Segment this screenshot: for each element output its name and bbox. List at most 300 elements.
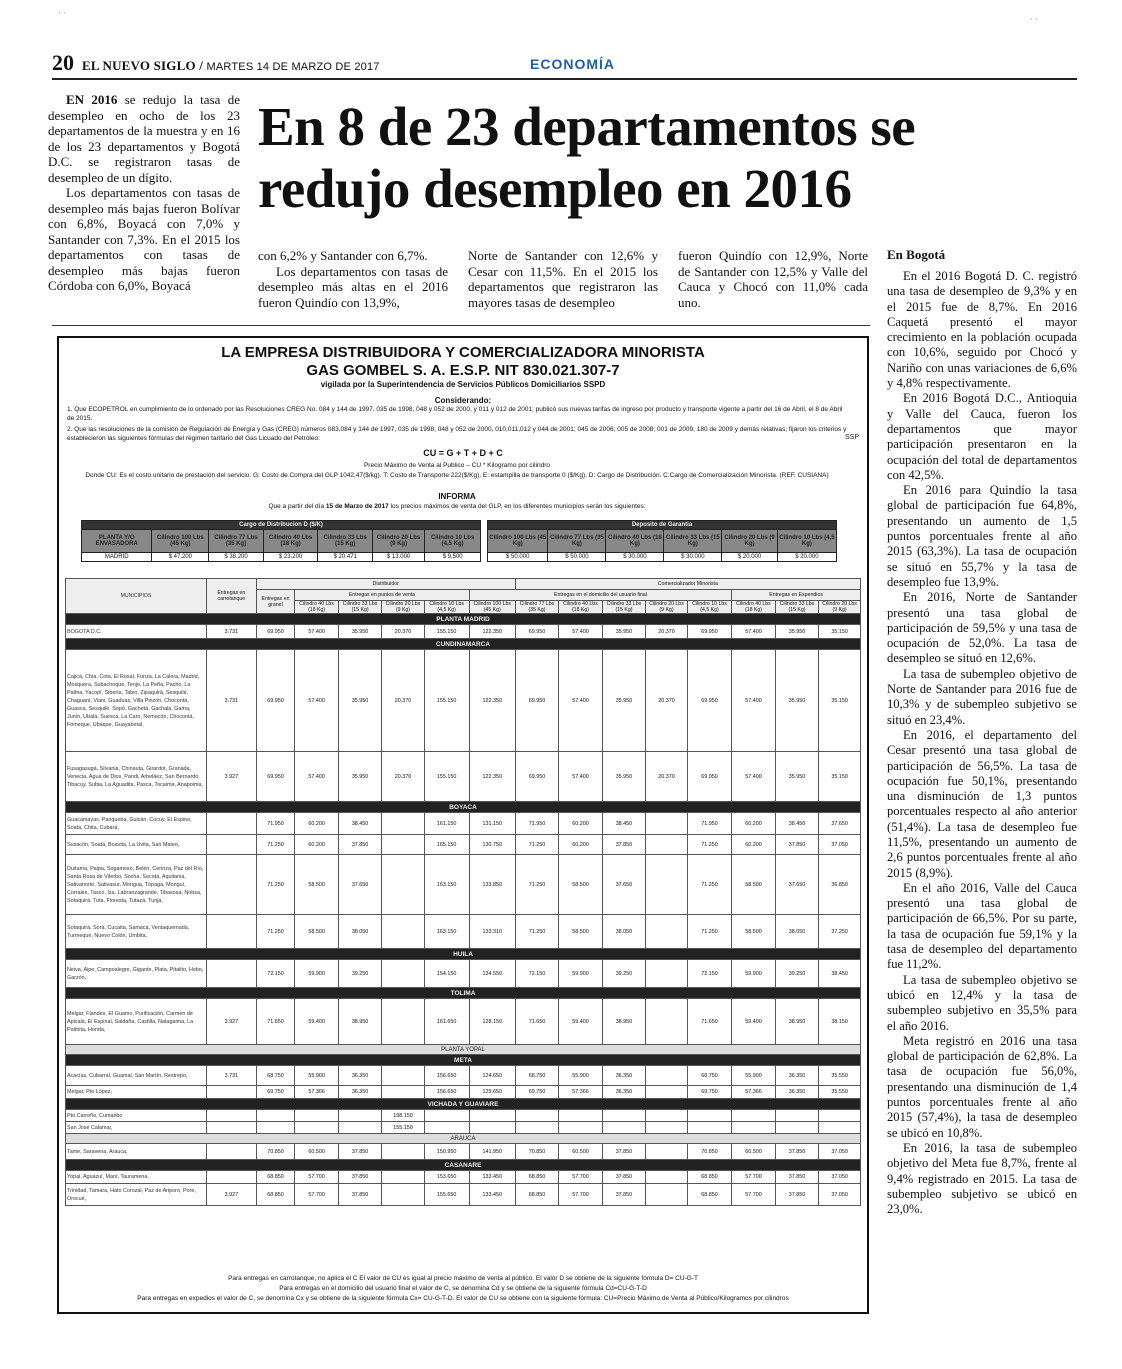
price-cell: 59.400 bbox=[559, 999, 602, 1045]
price-cell bbox=[424, 1110, 469, 1122]
price-cell bbox=[646, 960, 688, 988]
right-paragraph: En el año 2016, Valle del Cauca presentó una tasa global de participación de 66,5%. Por su parte, la tasa de ocupación fue 59,1% y la tasa de desempleo del departamento fue 11,2%. bbox=[887, 880, 1077, 972]
price-cell: 37.250 bbox=[819, 915, 861, 949]
price-cell: 36.350 bbox=[602, 1066, 645, 1086]
price-cell bbox=[207, 1144, 257, 1160]
price-cell: 35.550 bbox=[819, 1066, 861, 1086]
table-row bbox=[66, 1086, 861, 1099]
table-cell: Cilindro 77 Lbs (35 Kg) bbox=[548, 530, 606, 553]
table-row bbox=[66, 999, 861, 1045]
price-cell: 38.450 bbox=[338, 813, 381, 835]
price-cell: 72.150 bbox=[687, 960, 731, 988]
price-cell: 37.850 bbox=[602, 1144, 645, 1160]
column-header: Cilindro 10 Lbs (4,5 Kg) bbox=[687, 601, 731, 614]
price-cell: 36.350 bbox=[338, 1086, 381, 1099]
price-cell bbox=[207, 960, 257, 988]
table-row bbox=[66, 855, 861, 915]
price-cell: 60.200 bbox=[559, 835, 602, 855]
table-cell: $ 20.471 bbox=[318, 553, 373, 562]
price-cell: 72.150 bbox=[256, 960, 295, 988]
price-cell bbox=[382, 1184, 424, 1206]
price-cell: 37.850 bbox=[775, 1144, 818, 1160]
price-cell: 71.650 bbox=[515, 999, 558, 1045]
price-cell: 68.750 bbox=[256, 1066, 295, 1086]
body-column-2: con 6,2% y Santander con 6,7%. Los departamentos con tasas de desempleo más altas en el 2016 fueron Quindío con 13,9%, bbox=[258, 248, 448, 310]
price-cell: 134.550 bbox=[469, 960, 515, 988]
table-row bbox=[66, 1122, 861, 1134]
price-cell bbox=[382, 835, 424, 855]
price-cell: 3.731 bbox=[207, 625, 257, 639]
price-cell: 69.950 bbox=[256, 625, 295, 639]
table-cell: Cilindro 10 Lbs (4,5 Kg) bbox=[777, 530, 836, 553]
price-cell: 57.400 bbox=[732, 752, 775, 802]
price-cell: 69.950 bbox=[256, 752, 295, 802]
headline: En 8 de 23 departamentos se redujo desempleo en 2016 bbox=[258, 96, 916, 219]
price-cell: 70.850 bbox=[256, 1144, 295, 1160]
price-cell bbox=[382, 813, 424, 835]
column-header: Cilindro 33 Lbs (15 Kg) bbox=[602, 601, 645, 614]
price-cell: 155.150 bbox=[424, 625, 469, 639]
section-name: ECONOMÍA bbox=[530, 56, 615, 72]
municipalities: Pto Carreño, Cumaribo bbox=[66, 1110, 207, 1122]
region-row bbox=[66, 988, 861, 999]
region-name: META bbox=[66, 1055, 861, 1066]
price-cell: 155.650 bbox=[424, 1184, 469, 1206]
price-cell: 38.950 bbox=[338, 999, 381, 1045]
ad-effective: Que a partir del día 15 de Marzo de 2017 los precios máximos de venta del GLP, en los diferentes municipios serán los siguientes: bbox=[268, 503, 646, 510]
price-cell: 58.500 bbox=[295, 855, 338, 915]
price-cell: 38.450 bbox=[819, 960, 861, 988]
price-cell bbox=[559, 1122, 602, 1134]
price-cell: 163.150 bbox=[424, 915, 469, 949]
price-cell: 128.150 bbox=[469, 999, 515, 1045]
region-name: ARAUCA bbox=[66, 1134, 861, 1144]
table-row bbox=[66, 960, 861, 988]
crop-mark: · · bbox=[1030, 14, 1039, 24]
price-cell: 39.250 bbox=[775, 960, 818, 988]
municipalities: Melgar, Flandes, El Guamo, Purificación, Carmen de Apicalá, El Espinal, Saldaña, Castilla, Natagaima, La Palmita, Honda, bbox=[66, 999, 207, 1045]
right-paragraph: En 2016, Norte de Santander presentó una tasa global de participación de 59,5% y una tasa de ocupación de 52,0%. La tasa de desempleo se situó en 12,6%. bbox=[887, 590, 1077, 666]
column-header: Cilindro 20 Lbs (9 Kg) bbox=[819, 601, 861, 614]
price-cell: 38.050 bbox=[338, 915, 381, 949]
price-cell bbox=[602, 1122, 645, 1134]
price-cell: 38.050 bbox=[602, 915, 645, 949]
right-paragraph: En el 2016 Bogotá D. C. registró una tasa de desempleo de 9,3% y en el 2015 fue de 8,7%. En 2016 Caquetá presentó el mayor crecimiento en la población ocupada con 10,6%, seguido por Chocó y Nariño con unas variaciones de 6,6% y 4,8% respectivamente. bbox=[887, 269, 1077, 391]
price-cell: 55.900 bbox=[295, 1066, 338, 1086]
region-name: TOLIMA bbox=[66, 988, 861, 999]
price-cell: 57.400 bbox=[559, 625, 602, 639]
price-cell: 133.450 bbox=[469, 1171, 515, 1184]
price-cell: 71.650 bbox=[256, 999, 295, 1045]
price-cell: 55.900 bbox=[732, 1066, 775, 1086]
price-cell: 55.900 bbox=[559, 1066, 602, 1086]
table-cell: Cilindro 40 Lbs (18 Kg) bbox=[263, 530, 318, 553]
price-table: MUNICIPIOS Entregas en carrotanque Distribuidor Comercializador Minorista Entregas en granel Entregas en puntos de venta Entregas en el domicilio del usuario final Entregas en Expendios Cilindro 40 Lbs (18 Kg) Cilindro 33 Lbs (15 Kg) Cilindro 20 Lbs (9 Kg) Cilindro 10 Lbs (4,5 Kg) Cilindro 100 Lbs (45 Kg) Cilindro 77 Lbs (35 Kg) Cilindro 40 Lbs (18 Kg) Cilindro 33 Lbs (15 Kg) Cilindro 20 Lbs (9 Kg) Cilindro 10 Lbs (4,5 Kg) Cilindro 40 Lbs (18 Kg) Cilindro 33 Lbs (15 Kg) Cilindro 20 Lbs (9 Kg) PLANTA MADRID BOGOTA D.C. 3.731 69.950 57.400 35.950 20.370 155.150 122.350 69.950 57.400 35.950 20.370 69.950 57.400 35.950 35.150 CUNDINAMARCA Cajicá, Chía, Cota, El Rosal, Funza, La Calera, Madrid, Mosquera, Subachoque, Tenjo, La Peña, Pacho, La Palma, Yacopí, Sibería, Tabio, Zipaquirá, Sesquilé, Chaguaní, Viani, Guaduas, Villa Pinzón, Chocontá, Guasca, Sesquilé, Sopó, Gachetá, Gachalá, Gama, Junín, Ubalá, Suesca, La Caro, Nemocón, Chocontá, Fómeque, Ubaque, Guayabetal, 3.731 69.950 57.400 35.950 20.370 155.150 122.350 69.950 57.400 35.950 20.370 69.950 57.400 35.950 35.150 Fusagasugá, Silvania, Chinauta, Girardot, Granada, Venecia, Agua de Dios, Pandi, Arbeláez, San Bernardo, Tibacuy, Subia, La Aguadita, Pasca, Tocaima, Anapoima, 3.927 69.950 57.400 35.950 20.370 155.150 122.350 69.950 57.400 35.950 20.370 69.950 57.400 35.950 35.150 BOYACA Guacamayas, Panqueba, Guicán, Cocuy, El Espino, Soatá, Chita, Cubará, 71.950 60.200 38.450 161.150 131.150 71.950 60.200 38.450 71.950 60.200 38.450 37.650 Susacón, Soatá, Boavita, La Uvita, San Mateo, 71.250 60.200 37.850 165.150 130.750 71.250 60.200 37.850 71.250 60.200 37.850 37.050 Duitama, Paipa, Sogamoso, Belén, Cerinza, Paz del Río, Santa Rosa de Viterbo, Socha, Socotá, Aquitania, Sativanorte, Sativasur, Mongua, Tópaga, Monguí, Corrales, Tasco, Iza, Labranzagrande, Tibasosa, Nobsa, Sotaquirá, Tuta, Floresta, Tutazá, Tunja, 71.250 58.500 37.650 163.150 133.850 71.250 58.500 37.650 71.250 58.500 37.650 36.850 Sotaquirá, Sora, Cucaita, Samacá, Ventaquemada, Turmequé, Nuevo Colón, Umbita, 71.250 58.500 38.050 163.150 133.310 71.250 58.500 38.050 71.250 58.500 38.050 37.250 HUILA Neiva, Aipe, Campoalegre, Gigante, Plata, Pitalito, Hobo, Garzón, 72.150 59.900 39.250 154.150 134.550 72.150 59.900 39.250 72.150 59.900 39.250 38.450 TOLIMA Melgar, Flandes, El Guamo, Purificación, Carmen de Apicalá, El Espinal, Saldaña, Castilla, Natagaima, La Palmita, Honda, 3.927 71.650 59.400 38.950 161.650 128.150 71.650 59.400 38.950 71.650 59.400 38.950 38.150 PLANTA YOPAL META Acacías, Cubarral, Guamal, San Martín, Restrepo, 3.731 68.750 55.900 36.350 156.650 124.650 68.750 55.900 36.350 68.750 55.900 36.350 35.550 Melgar, Pto López, 69.750 57.366 36.350 156.650 129.650 69.750 57.366 36.350 69.750 57.366 36.350 35.550 VICHADA Y GUAVIARE Pto Carreño, Cumaribo 198.150 San José Calamar, 155.150 ARAUCA Tame, Saravena, Arauca, 70.850 60.500 37.850 150.950 141.950 70.850 60.500 37.850 70.850 60.500 37.850 37.050 CASANARE Yopal, Aguazul, Maní, Tauramena, 68.850 57.700 37.850 153.650 133.450 68.850 57.700 37.850 68.850 57.700 37.850 37.050 Trinidad, Tamara, Hato Corozal, Paz de Ariporo, Pore, Orocué, 3.927 68.850 57.700 37.850 155.650 133.450 68.850 57.700 37.850 68.850 57.700 37.850 37.050 bbox=[65, 578, 861, 1206]
price-cell: 20.370 bbox=[382, 752, 424, 802]
municipalities: Duitama, Paipa, Sogamoso, Belén, Cerinza, Paz del Río, Santa Rosa de Viterbo, Socha, Socotá, Aquitania, Sativanorte, Sativasur, Mongua, Tópaga, Monguí, Corrales, Tasco, Iza, Labranzagrande, Tibasosa, Nobsa, Sotaquirá, Tuta, Floresta, Tutazá, Tunja, bbox=[66, 855, 207, 915]
price-cell: 38.950 bbox=[602, 999, 645, 1045]
price-cell: 122.350 bbox=[469, 650, 515, 752]
table-cell: Cilindro 77 Lbs (35 Kg) bbox=[209, 530, 264, 553]
table-cell: Cilindro 33 Lbs (15 Kg) bbox=[318, 530, 373, 553]
price-cell: 37.850 bbox=[602, 835, 645, 855]
price-cell: 35.550 bbox=[819, 1086, 861, 1099]
region-name: VICHADA Y GUAVIARE bbox=[66, 1099, 861, 1110]
price-cell: 68.850 bbox=[687, 1171, 731, 1184]
price-cell: 57.366 bbox=[559, 1086, 602, 1099]
price-cell bbox=[382, 915, 424, 949]
price-cell: 60.200 bbox=[559, 813, 602, 835]
price-cell: 57.400 bbox=[732, 625, 775, 639]
table-cell: $ 20.000 bbox=[777, 553, 836, 562]
price-cell: 124.650 bbox=[469, 1066, 515, 1086]
price-cell: 57.400 bbox=[295, 752, 338, 802]
price-cell bbox=[207, 1122, 257, 1134]
price-cell: 150.950 bbox=[424, 1144, 469, 1160]
price-cell: 155.150 bbox=[424, 650, 469, 752]
region-row bbox=[66, 639, 861, 650]
price-cell: 35.150 bbox=[819, 625, 861, 639]
price-cell: 20.370 bbox=[382, 625, 424, 639]
table-cell: PLANTA Y/O ENVASADORA bbox=[82, 530, 152, 553]
price-cell: 59.400 bbox=[295, 999, 338, 1045]
price-cell: 35.950 bbox=[602, 625, 645, 639]
price-cell: 68.850 bbox=[515, 1184, 558, 1206]
price-cell: 35.950 bbox=[338, 752, 381, 802]
body-column-3: Norte de Santander con 12,6% y Cesar con 11,5%. En el 2015 los departamentos que registraron las mayores tasas de desempleo bbox=[468, 248, 658, 310]
table-row bbox=[66, 650, 861, 752]
price-cell: 69.950 bbox=[256, 650, 295, 752]
price-cell bbox=[646, 1066, 688, 1086]
price-cell: 37.650 bbox=[602, 855, 645, 915]
price-cell: 70.850 bbox=[687, 1144, 731, 1160]
price-cell bbox=[732, 1122, 775, 1134]
right-paragraph: En 2016 Bogotá D.C., Antioquia y Valle del Cauca, fueron los departamentos que mayor participación presentaron en la ocupación del total de departamentos con 42,5%. bbox=[887, 391, 1077, 482]
price-cell: 60.500 bbox=[559, 1144, 602, 1160]
price-cell: 163.150 bbox=[424, 855, 469, 915]
paper-name: EL NUEVO SIGLO / MARTES 14 DE MARZO DE 2017 bbox=[82, 58, 380, 73]
table-cell: Cilindro 20 Lbs (9 Kg) bbox=[722, 530, 777, 553]
table-row bbox=[66, 835, 861, 855]
price-cell bbox=[382, 960, 424, 988]
price-cell: 3.927 bbox=[207, 1184, 257, 1206]
price-cell bbox=[646, 1171, 688, 1184]
price-cell: 38.150 bbox=[819, 999, 861, 1045]
price-cell bbox=[207, 855, 257, 915]
price-cell: 153.650 bbox=[424, 1171, 469, 1184]
region-row bbox=[66, 614, 861, 625]
price-cell: 35.150 bbox=[819, 650, 861, 752]
region-name: CASANARE bbox=[66, 1160, 861, 1171]
table-cell: $ 20.000 bbox=[722, 553, 777, 562]
region-name: PLANTA MADRID bbox=[66, 614, 861, 625]
price-cell: 71.250 bbox=[256, 855, 295, 915]
gas-advertisement bbox=[57, 336, 869, 1314]
price-cell: 60.200 bbox=[295, 835, 338, 855]
price-cell: 37.850 bbox=[338, 1144, 381, 1160]
price-cell: 133.450 bbox=[469, 1184, 515, 1206]
price-cell bbox=[256, 1110, 295, 1122]
table-cell: Cilindro 10 Lbs (4,5 Kg) bbox=[425, 530, 481, 553]
right-paragraph: La tasa de subempleo objetivo de Norte de Santander para 2016 fue de 10,3% y de subempleo subjetivo se situó en 23,4%. bbox=[887, 666, 1077, 727]
price-cell: 71.250 bbox=[515, 915, 558, 949]
price-cell bbox=[819, 1110, 861, 1122]
price-cell bbox=[646, 835, 688, 855]
price-cell: 38.950 bbox=[775, 999, 818, 1045]
price-cell: 71.250 bbox=[687, 915, 731, 949]
table-cell: $ 23.200 bbox=[263, 553, 318, 562]
price-cell: 59.900 bbox=[732, 960, 775, 988]
price-cell: 57.400 bbox=[559, 650, 602, 752]
price-cell: 59.900 bbox=[559, 960, 602, 988]
price-cell: 38.050 bbox=[775, 915, 818, 949]
price-cell: 58.500 bbox=[295, 915, 338, 949]
price-cell: 57.400 bbox=[732, 650, 775, 752]
right-paragraph: En 2016 para Quindío la tasa global de participación fue 64,8%, presentando un aumento de 1,5 puntos porcentuales frente al año 2015 (63,3%). La tasa de ocupación se situó en 55,7% y la tasa de desempleo fue 13,9%. bbox=[887, 483, 1077, 589]
price-cell: 37.650 bbox=[775, 855, 818, 915]
price-cell: 57.700 bbox=[295, 1184, 338, 1206]
column-header: Cilindro 10 Lbs (4,5 Kg) bbox=[424, 601, 469, 614]
price-cell bbox=[732, 1110, 775, 1122]
price-cell: 39.250 bbox=[602, 960, 645, 988]
price-cell: 38.450 bbox=[602, 813, 645, 835]
price-cell: 68.850 bbox=[515, 1171, 558, 1184]
price-cell: 70.850 bbox=[515, 1144, 558, 1160]
region-row bbox=[66, 1045, 861, 1055]
price-cell bbox=[207, 835, 257, 855]
table-cell: $ 50.000 bbox=[488, 553, 548, 562]
right-paragraph: En 2016, la tasa de subempleo objetivo del Meta fue 8,7%, frente al 9,4% registrado en 2015. La tasa de subempleo subjetivo se ubicó en 23,0%. bbox=[887, 1140, 1077, 1217]
price-cell: 72.150 bbox=[515, 960, 558, 988]
price-cell: 3.927 bbox=[207, 752, 257, 802]
divider bbox=[52, 325, 870, 326]
price-cell bbox=[646, 1144, 688, 1160]
price-cell: 35.950 bbox=[775, 625, 818, 639]
price-cell: 57.366 bbox=[295, 1086, 338, 1099]
column-header: Cilindro 40 Lbs (18 Kg) bbox=[732, 601, 775, 614]
price-cell: 69.950 bbox=[687, 650, 731, 752]
price-cell bbox=[295, 1122, 338, 1134]
price-cell: 37.850 bbox=[775, 1171, 818, 1184]
price-cell bbox=[775, 1110, 818, 1122]
price-cell: 39.250 bbox=[338, 960, 381, 988]
price-cell bbox=[646, 999, 688, 1045]
price-cell: 3.731 bbox=[207, 650, 257, 752]
price-cell: 69.750 bbox=[256, 1086, 295, 1099]
price-cell: 71.250 bbox=[515, 835, 558, 855]
price-cell: 37.850 bbox=[775, 1184, 818, 1206]
price-cell bbox=[819, 1122, 861, 1134]
price-cell bbox=[207, 1171, 257, 1184]
price-cell: 156.650 bbox=[424, 1066, 469, 1086]
price-cell bbox=[687, 1122, 731, 1134]
municipalities: Susacón, Soatá, Boavita, La Uvita, San Mateo, bbox=[66, 835, 207, 855]
price-cell: 71.250 bbox=[256, 915, 295, 949]
price-cell: 69.750 bbox=[687, 1086, 731, 1099]
price-cell: 68.850 bbox=[256, 1184, 295, 1206]
table-cell: $ 9.500 bbox=[425, 553, 481, 562]
table-cell: Cilindro 100 Lbs (45 Kg) bbox=[152, 530, 209, 553]
price-cell: 35.950 bbox=[775, 752, 818, 802]
price-cell: 37.850 bbox=[338, 1171, 381, 1184]
price-cell bbox=[646, 1184, 688, 1206]
region-name: BOYACA bbox=[66, 802, 861, 813]
cargo-table: Cargo de Distribucion D ($/K) PLANTA Y/O ENVASADORA Cilindro 100 Lbs (45 Kg) Cilindro 77 Lbs (35 Kg) Cilindro 40 Lbs (18 Kg) Cilindro 33 Lbs (15 Kg) Cilindro 20 Lbs (9 Kg) Cilindro 10 Lbs (4,5 Kg) MADRID $ 47.200 $ 38.200 $ 23.200 $ 20.471 $ 13.000 $ 9.500 bbox=[81, 520, 481, 562]
table-cell: Cilindro 100 Lbs (45 Kg) bbox=[488, 530, 548, 553]
price-cell: 198.150 bbox=[382, 1110, 424, 1122]
table-row bbox=[66, 915, 861, 949]
price-cell: 57.366 bbox=[732, 1086, 775, 1099]
ssp-logo: SSP bbox=[845, 434, 860, 441]
price-cell: 57.400 bbox=[295, 625, 338, 639]
table-cell: $ 30.000 bbox=[664, 553, 722, 562]
table-cell: Cilindro 20 Lbs (9 Kg) bbox=[372, 530, 424, 553]
price-cell: 161.650 bbox=[424, 999, 469, 1045]
price-cell: 37.050 bbox=[819, 835, 861, 855]
price-cell: 57.700 bbox=[559, 1171, 602, 1184]
price-cell: 122.350 bbox=[469, 625, 515, 639]
price-cell: 71.950 bbox=[515, 813, 558, 835]
ad-title: LA EMPRESA DISTRIBUIDORA Y COMERCIALIZADORA MINORISTA bbox=[221, 344, 705, 361]
price-cell bbox=[602, 1110, 645, 1122]
price-cell: 20.370 bbox=[646, 625, 688, 639]
price-cell bbox=[646, 813, 688, 835]
price-cell bbox=[382, 1086, 424, 1099]
price-cell: 58.500 bbox=[732, 855, 775, 915]
price-cell: 37.650 bbox=[819, 813, 861, 835]
price-cell: 60.200 bbox=[732, 813, 775, 835]
price-cell: 69.950 bbox=[687, 625, 731, 639]
price-cell: 35.950 bbox=[602, 650, 645, 752]
municipalities: Trinidad, Tamara, Hato Corozal, Paz de Ariporo, Pore, Orocué, bbox=[66, 1184, 207, 1206]
column-header: Cilindro 33 Lbs (15 Kg) bbox=[775, 601, 818, 614]
page-number: 20 bbox=[52, 50, 74, 75]
ad-supervision: vigilada por la Superintendencia de Servicios Públicos Domiciliarios SSPD bbox=[320, 380, 606, 389]
municipalities: Neiva, Aipe, Campoalegre, Gigante, Plata, Pitalito, Hobo, Garzón, bbox=[66, 960, 207, 988]
price-cell: 161.150 bbox=[424, 813, 469, 835]
table-row bbox=[66, 752, 861, 802]
ad-formula: CU = G + T + D + C bbox=[423, 448, 503, 458]
right-column bbox=[887, 247, 1077, 1217]
price-cell bbox=[646, 1122, 688, 1134]
price-cell: 133.310 bbox=[469, 915, 515, 949]
subhead-bogota: En Bogotá bbox=[887, 247, 946, 262]
price-cell bbox=[256, 1122, 295, 1134]
ad-formula-def: Donde CU: Es el costo unitario de prestación del servicio. G: Costo de Compra del GLP 1042,47($/kg). T: Costo de Transporte 222($/Kg). E: estampilla de transporte 0 ($/Kg). D: Cargo de Distribución. C:Cargo de Comercialización Minorista. (REF. CUSIANA) bbox=[85, 472, 829, 479]
price-cell: 69.950 bbox=[687, 752, 731, 802]
price-cell: 71.950 bbox=[687, 813, 731, 835]
price-cell: 37.050 bbox=[819, 1184, 861, 1206]
price-cell: 57.700 bbox=[559, 1184, 602, 1206]
municipalities: BOGOTA D.C. bbox=[66, 625, 207, 639]
municipalities: Fusagasugá, Silvania, Chinauta, Girardot, Granada, Venecia, Agua de Dios, Pandi, Arbeláez, San Bernardo, Tibacuy, Subia, La Aguadita, Pasca, Tocaima, Anapoima, bbox=[66, 752, 207, 802]
price-cell: 37.050 bbox=[819, 1144, 861, 1160]
region-row bbox=[66, 949, 861, 960]
right-paragraph: En 2016, el departamento del Cesar presentó una tasa global de participación de 56,5%. La tasa de ocupación fue 50,1%, presentando una disminución de 1,3 puntos porcentuales respecto al año anterior (51,4%). La tasa de desempleo fue 11,5%, presentando un aumento de 2,6 puntos porcentuales frente al año 2015 (8,9%). bbox=[887, 727, 1077, 880]
right-paragraph: Meta registró en 2016 una tasa global de participación de 62,8%. La tasa de ocupación fue 56,0%, presentando una disminución de 1,4 puntos porcentuales frente al año 2015 (57,4%), la tasa de desempleo se ubicó en 10,8%. bbox=[887, 1033, 1077, 1140]
ad-clause-2: 2. Que las resoluciones de la comisión de Regulación de Energía y Gas (CREG) números 083,084 y 144 de 1997, 035 de 1998, 048 y 052 de 2000, 010,011,012 y 044 de 2001; 045 de 2006; 005 de 2008; 001 de 2009, 180 de 2009 y demás relativas; fijaron los criterios y establecieron las siguientes fórmulas del régimen tarifario del Gas Licuado del Petróleo: bbox=[67, 426, 847, 442]
price-cell: 35.950 bbox=[602, 752, 645, 802]
column-header: Cilindro 100 Lbs (45 Kg) bbox=[469, 601, 515, 614]
municipalities: Guacamayas, Panqueba, Guicán, Cocuy, El Espino, Soatá, Chita, Cubará, bbox=[66, 813, 207, 835]
price-cell bbox=[382, 1171, 424, 1184]
column-header: Cilindro 33 Lbs (15 Kg) bbox=[338, 601, 381, 614]
price-cell: 71.650 bbox=[687, 999, 731, 1045]
price-cell bbox=[469, 1110, 515, 1122]
lead-column: EN 2016 se redujo la tasa de desempleo en ocho de los 23 departamentos de la muestra y en 16 de los 23 departamentos y Bogotá D.C. se registraron tasas de desempleo de un dígito. Los departamentos con tasas de desempleo más bajas fueron Bolívar con 6,8%, Boyacá con 7,0% y Santander con 7,3%. En el 2015 los departamentos con tasas de desempleo más bajas fueron Córdoba con 6,0%, Boyacá bbox=[48, 92, 241, 293]
region-row bbox=[66, 802, 861, 813]
ad-informa: INFORMA bbox=[438, 492, 476, 501]
price-cell: 59.400 bbox=[732, 999, 775, 1045]
price-cell: 38.450 bbox=[775, 813, 818, 835]
region-name: PLANTA YOPAL bbox=[66, 1045, 861, 1055]
column-header: Cilindro 40 Lbs (18 Kg) bbox=[559, 601, 602, 614]
region-row bbox=[66, 1134, 861, 1144]
price-cell bbox=[559, 1110, 602, 1122]
ad-note-3: Para entregas en expedios el valor de C, se denomina Cx y se obtiene de la siguiente fórmula Cx= CU-G-T-D. El valor de CU se obtiene con la siguiente fórmula: CU=Precio Máximo de Venta al Público/Kilogramos por cilindros bbox=[137, 1295, 789, 1302]
table-cell: Cilindro 33 Lbs (15 Kg) bbox=[664, 530, 722, 553]
price-cell: 37.850 bbox=[602, 1184, 645, 1206]
table-row bbox=[66, 1144, 861, 1160]
price-cell: 69.950 bbox=[515, 650, 558, 752]
price-cell: 131.150 bbox=[469, 813, 515, 835]
price-cell bbox=[382, 1144, 424, 1160]
price-cell bbox=[382, 999, 424, 1045]
price-cell: 141.950 bbox=[469, 1144, 515, 1160]
price-cell bbox=[295, 1110, 338, 1122]
price-cell: 58.500 bbox=[559, 915, 602, 949]
masthead bbox=[52, 50, 1077, 80]
price-cell: 68.750 bbox=[687, 1066, 731, 1086]
price-cell bbox=[646, 855, 688, 915]
price-cell bbox=[338, 1122, 381, 1134]
price-cell bbox=[646, 1086, 688, 1099]
municipalities: Melgar, Pto López, bbox=[66, 1086, 207, 1099]
body-column-4: fueron Quindío con 12,9%, Norte de Santander con 12,5% y Valle del Cauca y Chocó con 11,0% cada uno. bbox=[678, 248, 868, 310]
deposito-table: Deposito de Garantia Cilindro 100 Lbs (45 Kg) Cilindro 77 Lbs (35 Kg) Cilindro 40 Lbs (18 Kg) Cilindro 33 Lbs (15 Kg) Cilindro 20 Lbs (9 Kg) Cilindro 10 Lbs (4,5 Kg) $ 50.000 $ 50.000 $ 30.000 $ 30.000 $ 20.000 $ 20.000 bbox=[489, 522, 835, 560]
price-cell: 71.250 bbox=[687, 855, 731, 915]
price-cell: 20.370 bbox=[646, 650, 688, 752]
table-cell: $ 50.000 bbox=[548, 553, 606, 562]
table-row bbox=[66, 1066, 861, 1086]
price-cell: 69.950 bbox=[515, 625, 558, 639]
price-cell: 122.350 bbox=[469, 752, 515, 802]
column-header: Cilindro 20 Lbs (9 Kg) bbox=[646, 601, 688, 614]
price-cell bbox=[207, 1086, 257, 1099]
price-cell bbox=[424, 1122, 469, 1134]
price-cell: 60.500 bbox=[732, 1144, 775, 1160]
price-cell: 57.700 bbox=[732, 1184, 775, 1206]
price-cell: 36.350 bbox=[775, 1066, 818, 1086]
ad-company: GAS GOMBEL S. A. E.S.P. NIT 830.021.307-7 bbox=[306, 362, 620, 379]
price-cell bbox=[469, 1122, 515, 1134]
municipalities: Tame, Saravena, Arauca, bbox=[66, 1144, 207, 1160]
price-cell bbox=[775, 1122, 818, 1134]
price-cell: 71.250 bbox=[515, 855, 558, 915]
price-cell: 35.950 bbox=[775, 650, 818, 752]
price-cell bbox=[382, 855, 424, 915]
price-cell: 71.250 bbox=[687, 835, 731, 855]
price-cell bbox=[382, 1066, 424, 1086]
price-cell: 68.850 bbox=[256, 1171, 295, 1184]
region-row bbox=[66, 1160, 861, 1171]
price-cell: 58.500 bbox=[559, 855, 602, 915]
price-cell: 155.150 bbox=[424, 752, 469, 802]
ad-clause-1: 1. Que ECOPETROL en cumplimiento de lo ordenado por las Resoluciones CREG No. 084 y 144 de 1997, 035 de 1998, 048 y 052 de 2000, y 011 y 012 de 2001; publicó sus nuevas tarifas de ingreso por producto y transporte vigente a partir del 16 de Abril, el 8 de Abril de 2015. bbox=[67, 406, 843, 422]
price-cell: 69.750 bbox=[515, 1086, 558, 1099]
price-cell: 20.370 bbox=[382, 650, 424, 752]
price-cell: 60.200 bbox=[732, 835, 775, 855]
